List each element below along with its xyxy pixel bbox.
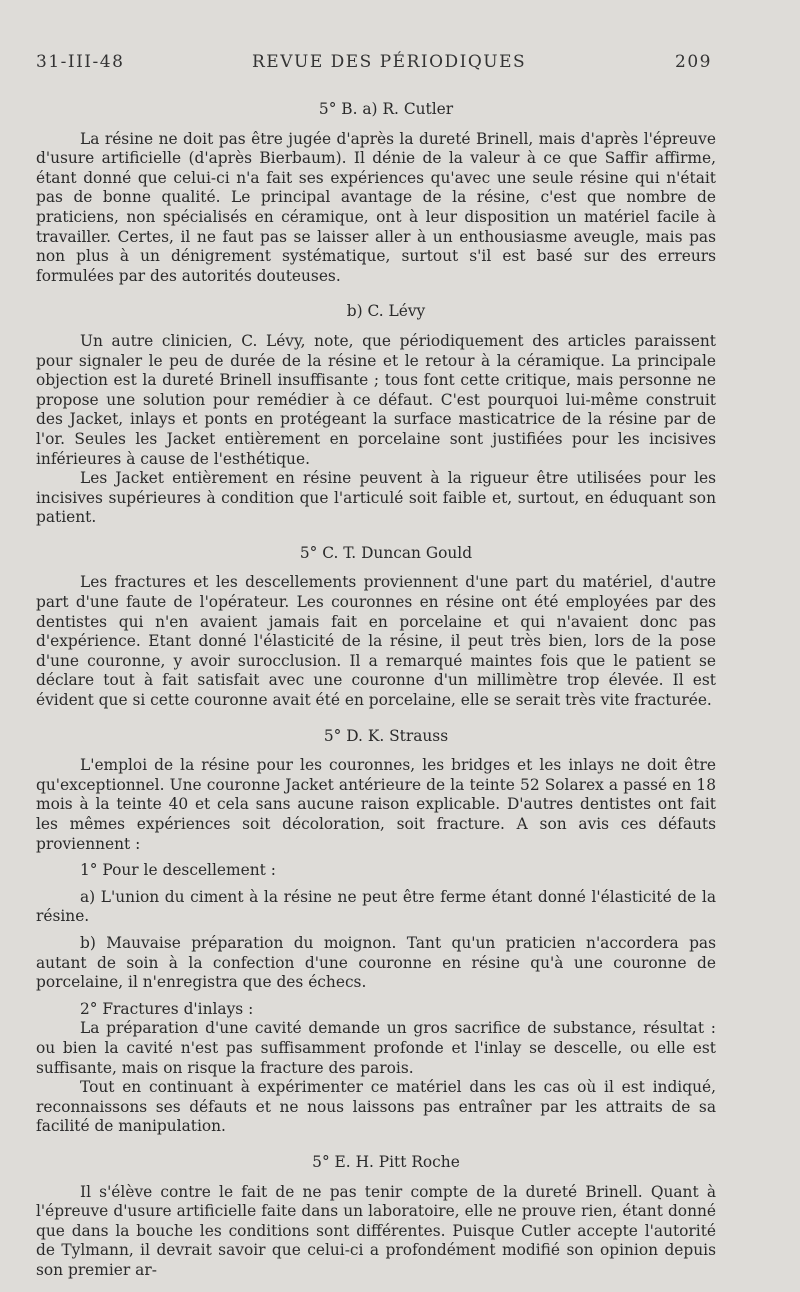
- paragraph: Un autre clinicien, C. Lévy, note, que périodiquement des articles paraissent pour signaler le peu de durée de la résine et le retour à la céramique. La principale objection est la dureté Brinell insuffisante ; tous font cette critique, mais personne ne propose une solution pour remédier à ce défaut. C'est pourquoi lui-même construit des Jacket, inlays et ponts en protégeant la surface masticatrice de la résine par de l'or. Seules les Jacket entièrement en porcelaine sont justifiées pour les incisives inférieures à cause de l'esthétique.: [36, 331, 716, 468]
- section-heading-levy: b) C. Lévy: [346, 302, 426, 321]
- list-item: 1° Pour le descellement :: [80, 861, 276, 880]
- header-title: REVUE DES PÉRIODIQUES: [252, 52, 527, 72]
- paragraph: L'emploi de la résine pour les couronnes, les bridges et les inlays ne doit être qu'exceptionnel. Une couronne Jacket antérieure de la teinte 52 Solarex a passé en 18 mois à la teinte 40 et cela sans aucune raison explicable. D'autres dentistes ont fait les mêmes expériences soit décoloration, soit fracture. A son avis ces défauts proviennent :: [36, 756, 716, 853]
- paragraph: Tout en continuant à expérimenter ce matériel dans les cas où il est indiqué, reconnaissons ses défauts et ne nous laissons pas entraîner par les attraits de sa facilité de manipulation.: [36, 1078, 716, 1136]
- page-number: 209: [675, 52, 712, 72]
- paragraph: Les Jacket entièrement en résine peuvent à la rigueur être utilisées pour les incisives supérieures à condition que l'articulé soit faible et, surtout, en éduquant son patient.: [36, 469, 716, 527]
- paragraph: La préparation d'une cavité demande un gros sacrifice de substance, résultat : ou bien la cavité n'est pas suffisamment profonde et l'inlay se descelle, ou elle est suffisante, mais on risque la fracture des parois.: [36, 1019, 716, 1077]
- header-date: 31-III-48: [36, 52, 125, 72]
- paragraph: Il s'élève contre le fait de ne pas tenir compte de la dureté Brinell. Quant à l'épreuve d'usure artificielle faite dans un laboratoire, elle ne prouve rien, étant donné que dans la bouche les conditions sont différentes. Puisque Cutler accepte l'autorité de Tylmann, il devrait savoir que celui-ci a profondément modifié son opinion depuis son premier ar-: [36, 1182, 716, 1279]
- section-heading-cutler: 5° B. a) R. Cutler: [318, 100, 454, 118]
- list-item: a) L'union du ciment à la résine ne peut être ferme étant donné l'élasticité de la résine.: [36, 887, 716, 926]
- section-heading-roche: 5° E. H. Pitt Roche: [312, 1152, 460, 1171]
- paragraph: La résine ne doit pas être jugée d'après la dureté Brinell, mais d'après l'épreuve d'usure artificielle (d'après Bierbaum). Il dénie de la valeur à ce que Saffir affirme, étant donné que celui-ci n'a fait ses expériences qu'avec une seule résine qui n'était pas de bonne qualité. Le principal avantage de la résine, c'est que nombre de praticiens, non spécialisés en céramique, ont à leur disposition un matériel facile à travailler. Certes, il ne faut pas se laisser aller à un enthousiasme aveugle, mais pas non plus à un dénigrement systématique, surtout s'il est basé sur des erreurs formulées par des autorités douteuses.: [36, 129, 716, 285]
- section-heading-gould: 5° C. T. Duncan Gould: [299, 543, 473, 562]
- paragraph: Les fractures et les descellements proviennent d'une part du matériel, d'autre part d'une faute de l'opérateur. Les couronnes en résine ont été employées par des dentistes qui n'en avaient jamais fait en porcelaine et qui n'avaient donc pas d'expérience. Etant donné l'élasticité de la résine, il peut très bien, lors de la pose d'une couronne, y avoir surocclusion. Il a remarqué maintes fois que le patient se déclare tout à fait satisfait avec une couronne d'un millimètre trop élevée. Il est évident que si cette couronne avait été en porcelaine, elle se serait très vite fracturée.: [36, 573, 716, 710]
- section-heading-strauss: 5° D. K. Strauss: [323, 726, 449, 745]
- list-item: b) Mauvaise préparation du moignon. Tant qu'un praticien n'accordera pas autant de soin à la confection d'une couronne en résine qu'à une couronne de porcelaine, il n'enregistra que des échecs.: [36, 933, 716, 992]
- list-item: 2° Fractures d'inlays :: [80, 999, 254, 1018]
- article-body: [36, 96, 716, 1280]
